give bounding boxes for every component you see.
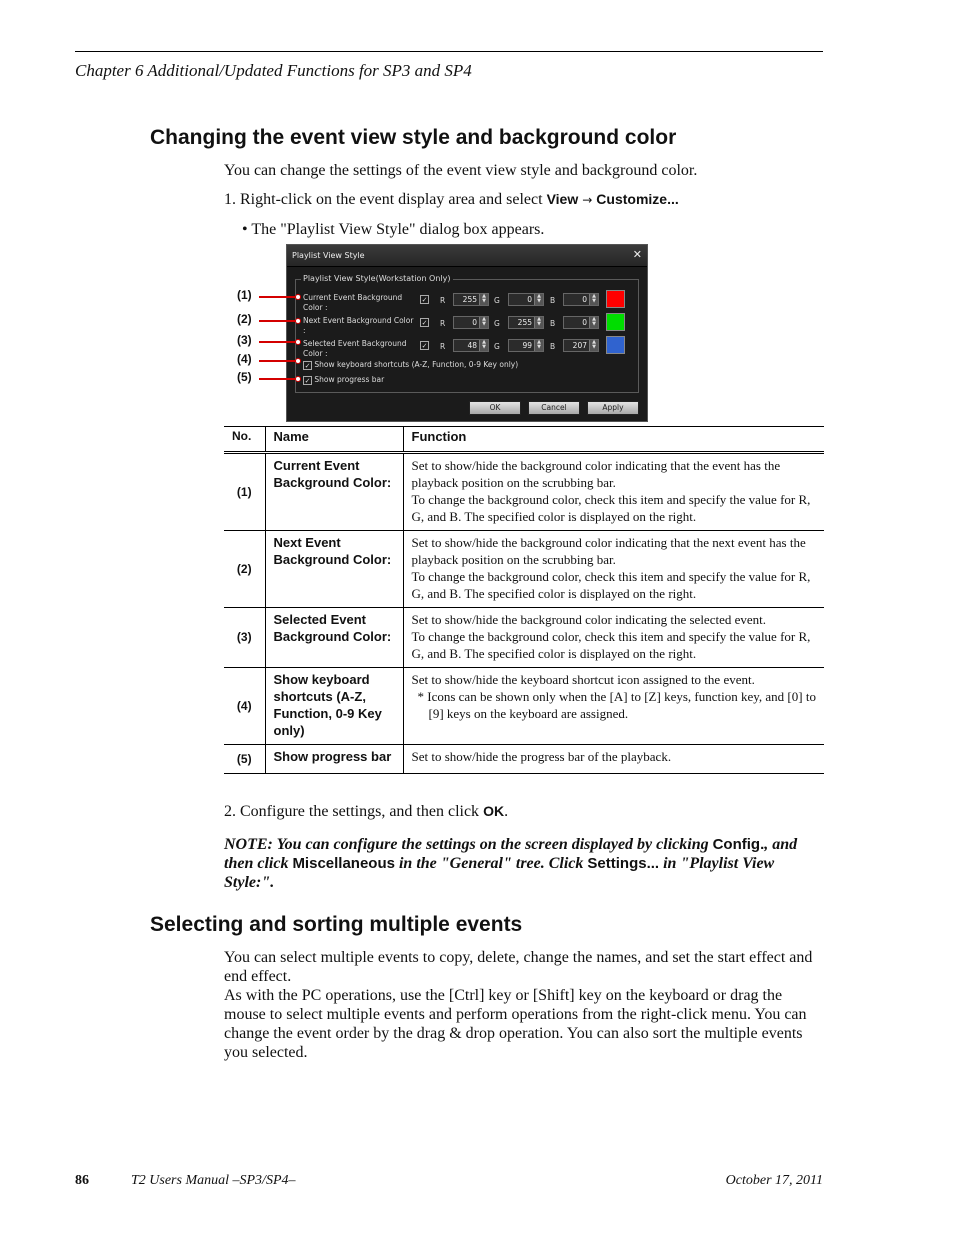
- show-shortcuts-checkbox[interactable]: ✓: [304, 361, 311, 370]
- function-line: Set to show/hide the keyboard shortcut icon assigned to the event.: [411, 672, 755, 687]
- settings-label: Settings...: [587, 855, 660, 872]
- next-event-checkbox[interactable]: ✓: [421, 319, 428, 327]
- r-label: R: [440, 296, 446, 305]
- row-function: [403, 608, 824, 668]
- r-label: R: [440, 319, 446, 328]
- spin-arrows-icon[interactable]: ▲ ▼: [589, 317, 598, 328]
- function-line: Set to show/hide the background color indicating that the event has the playback position on the scrubbing bar.: [411, 458, 781, 490]
- spin-arrows-icon[interactable]: ▲ ▼: [534, 340, 543, 351]
- g-label: G: [494, 342, 500, 351]
- note-text: NOTE: You can configure the settings on the screen displayed by clicking: [224, 836, 713, 853]
- apply-button[interactable]: Apply: [587, 401, 639, 415]
- col-no-header: No.: [224, 427, 265, 453]
- note: [224, 835, 824, 892]
- selected-event-checkbox[interactable]: ✓: [421, 342, 428, 350]
- table-row: [224, 453, 824, 531]
- function-line: To change the background color, check this item and specify the value for R, G, and B. The specified color is displayed on the right.: [411, 492, 811, 524]
- playlist-view-style-dialog: [286, 244, 648, 422]
- intro-paragraph: You can change the settings of the event view style and background color.: [224, 162, 698, 179]
- selected-event-row: [303, 339, 639, 361]
- callout-1: (1): [237, 288, 252, 302]
- config-label: Config.: [712, 836, 765, 853]
- function-line: Set to show/hide the background color indicating that the next event has the playback position on the scrubbing bar.: [411, 535, 806, 567]
- row-name: Selected Event Background Color:: [265, 608, 403, 668]
- multiple-events-paragraph-2: As with the PC operations, use the [Ctrl] key or [Shift] key on the keyboard or drag the mouse to select multiple events and perform operations from the right-click menu. You can change the event order by the drag & drop operation. You can also sort the multiple events you selected.: [224, 987, 807, 1061]
- current-b-value: 0: [582, 295, 587, 304]
- table-header-row: [224, 427, 824, 453]
- spin-arrows-icon[interactable]: ▲ ▼: [534, 317, 543, 328]
- current-color-swatch: [606, 290, 625, 308]
- arrow-icon: →: [582, 193, 593, 207]
- spin-arrows-icon[interactable]: ▲ ▼: [479, 340, 488, 351]
- current-b-stepper[interactable]: [563, 293, 599, 306]
- spin-arrows-icon[interactable]: ▲ ▼: [534, 294, 543, 305]
- row-no: (4): [224, 668, 265, 745]
- row-function: [403, 453, 824, 531]
- section-heading-multiple-events: Selecting and sorting multiple events: [150, 913, 523, 936]
- step-1: [224, 190, 824, 210]
- row-name: Show progress bar: [265, 745, 403, 774]
- col-function-header: Function: [403, 427, 824, 453]
- current-r-stepper[interactable]: [453, 293, 489, 306]
- next-b-value: 0: [582, 318, 587, 327]
- current-event-checkbox[interactable]: ✓: [421, 296, 428, 304]
- next-event-label: Next Event Background Color :: [303, 316, 414, 335]
- note-text: , and then click: [224, 836, 798, 872]
- step-2-text: 2. Configure the settings, and then click: [224, 803, 484, 820]
- b-label: B: [550, 296, 556, 305]
- r-label: R: [440, 342, 446, 351]
- view-menu-label: View: [546, 191, 579, 207]
- current-event-row: [303, 293, 639, 315]
- table-row: [224, 531, 824, 608]
- function-line: * Icons can be shown only when the [A] to [Z] keys, function key, and [0] to [9] keys on the keyboard are assigned.: [417, 689, 816, 721]
- callout-2: (2): [237, 312, 252, 326]
- row-function: [403, 745, 824, 774]
- current-r-value: 255: [462, 295, 477, 304]
- table-row: [224, 608, 824, 668]
- next-g-value: 255: [517, 318, 532, 327]
- row-name: Current Event Background Color:: [265, 453, 403, 531]
- g-label: G: [494, 296, 500, 305]
- selected-r-value: 48: [467, 341, 477, 350]
- manual-title: T2 Users Manual –SP3/SP4–: [131, 1173, 296, 1188]
- col-name-header: Name: [265, 427, 403, 453]
- note-text: in "Playlist View Style:".: [224, 855, 775, 891]
- next-b-stepper[interactable]: [563, 316, 599, 329]
- row-no: (3): [224, 608, 265, 668]
- dialog-titlebar: [287, 245, 647, 267]
- function-line: To change the background color, check this item and specify the value for R, G, and B. The specified color is displayed on the right.: [411, 569, 811, 601]
- ok-label: OK: [483, 803, 505, 819]
- header-rule: [75, 51, 823, 52]
- callout-5: (5): [237, 370, 252, 384]
- show-progress-checkbox[interactable]: ✓: [304, 376, 311, 385]
- step-2-suffix: .: [504, 803, 509, 820]
- row-name: Show keyboard shortcuts (A-Z, Function, 0-9 Key only): [265, 668, 403, 745]
- spin-arrows-icon[interactable]: ▲ ▼: [479, 317, 488, 328]
- spin-arrows-icon[interactable]: ▲ ▼: [589, 294, 598, 305]
- g-label: G: [494, 319, 500, 328]
- selected-g-stepper[interactable]: [508, 339, 544, 352]
- selected-b-value: 207: [572, 341, 587, 350]
- row-function: [403, 668, 824, 745]
- show-shortcuts-option[interactable]: [303, 360, 518, 370]
- show-shortcuts-label: Show keyboard shortcuts (A-Z, Function, 0-9 Key only): [314, 360, 519, 369]
- function-line: To change the background color, check this item and specify the value for R, G, and B. The specified color is displayed on the right.: [411, 629, 811, 661]
- row-no: (5): [224, 745, 265, 774]
- miscellaneous-label: Miscellaneous: [292, 855, 395, 872]
- selected-g-value: 99: [522, 341, 532, 350]
- next-r-value: 0: [472, 318, 477, 327]
- settings-table: [224, 426, 824, 774]
- note-text: in the "General" tree. Click: [394, 855, 588, 872]
- spin-arrows-icon[interactable]: ▲ ▼: [589, 340, 598, 351]
- row-no: (1): [224, 453, 265, 531]
- callout-line-1: [259, 296, 297, 298]
- b-label: B: [550, 319, 556, 328]
- table-row: [224, 668, 824, 745]
- selected-event-label: Selected Event Background Color :: [303, 339, 407, 358]
- current-g-stepper[interactable]: [508, 293, 544, 306]
- group-title: Playlist View Style(Workstation Only): [303, 274, 451, 283]
- ok-button[interactable]: OK: [469, 401, 521, 415]
- callout-4: (4): [237, 352, 252, 366]
- row-name: Next Event Background Color:: [265, 531, 403, 608]
- customize-menu-label: Customize...: [596, 191, 679, 207]
- next-color-swatch: [606, 313, 625, 331]
- table-row: [224, 745, 824, 774]
- close-icon[interactable]: ✕: [632, 248, 642, 261]
- show-progress-option[interactable]: [303, 375, 384, 385]
- spin-arrows-icon[interactable]: ▲ ▼: [479, 294, 488, 305]
- callout-line-5: [259, 378, 297, 380]
- chapter-header: Chapter 6 Additional/Updated Functions for SP3 and SP4: [75, 61, 472, 80]
- function-line: Set to show/hide the progress bar of the playback.: [411, 749, 672, 764]
- selected-b-stepper[interactable]: [563, 339, 599, 352]
- next-event-row: [303, 316, 639, 338]
- cancel-button[interactable]: Cancel: [528, 401, 580, 415]
- next-g-stepper[interactable]: [508, 316, 544, 329]
- step-2: [224, 802, 824, 821]
- multiple-events-paragraph-1: You can select multiple events to copy, delete, change the names, and set the start effect and end effect.: [224, 949, 813, 985]
- callout-3: (3): [237, 333, 252, 347]
- callout-line-2: [259, 320, 297, 322]
- row-function: [403, 531, 824, 608]
- section-heading-view-style: Changing the event view style and background color: [150, 126, 677, 149]
- function-line: Set to show/hide the background color indicating the selected event.: [411, 612, 767, 627]
- publish-date: October 17, 2011: [725, 1173, 823, 1188]
- dialog-appears-bullet: • The "Playlist View Style" dialog box appears.: [242, 221, 545, 238]
- step-1-text: 1. Right-click on the event display area and select: [224, 191, 547, 208]
- callout-line-3: [259, 341, 297, 343]
- current-event-label: Current Event Background Color :: [303, 293, 403, 312]
- page-number: 86: [75, 1173, 89, 1188]
- selected-r-stepper[interactable]: [453, 339, 489, 352]
- dialog-title: Playlist View Style: [292, 251, 365, 260]
- row-no: (2): [224, 531, 265, 608]
- selected-color-swatch: [606, 336, 625, 354]
- next-r-stepper[interactable]: [453, 316, 489, 329]
- b-label: B: [550, 342, 556, 351]
- current-g-value: 0: [527, 295, 532, 304]
- show-progress-label: Show progress bar: [314, 375, 385, 384]
- callout-line-4: [259, 360, 297, 362]
